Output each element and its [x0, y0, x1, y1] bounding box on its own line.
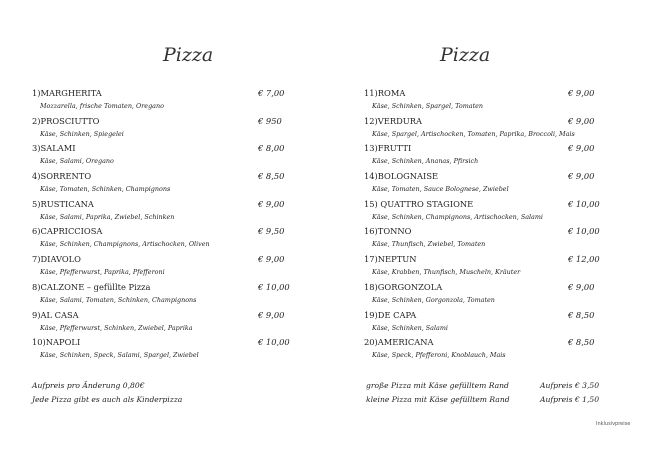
item-description: Käse, Spargel, Artischocken, Tomaten, Paprika, Broccoli, Mais: [372, 129, 575, 138]
item-price: € 10,00: [258, 337, 290, 348]
item-description: Käse, Tomaten, Schinken, Champignons: [40, 185, 171, 194]
item-description: Käse, Schinken, Gorgonzola, Tomaten: [372, 295, 495, 304]
item-price: € 8,50: [568, 309, 595, 320]
item-description: Käse, Speck, Pfefferoni, Knoblauch, Mais: [372, 351, 506, 360]
item-price: € 9,50: [258, 226, 285, 237]
item-name: 12)VERDURA: [364, 115, 422, 126]
item-price: € 12,00: [568, 254, 600, 265]
menu-item: [32, 310, 292, 338]
item-description: Mozzarella, frische Tomaten, Oregano: [40, 102, 164, 110]
item-name: 8)CALZONE – gefüllte Pizza: [32, 281, 151, 292]
menu-item: [364, 199, 614, 227]
item-description: Käse, Pfefferwurst, Schinken, Zwiebel, Paprika: [40, 323, 193, 332]
item-description: Käse, Schinken, Ananas, Pfirsich: [372, 157, 479, 166]
left-menu-column: [32, 88, 292, 365]
item-name: 9)AL CASA: [32, 309, 79, 320]
menu-item: [364, 116, 614, 144]
item-price: € 9,00: [568, 171, 595, 182]
item-name: 19)DE CAPA: [364, 309, 417, 320]
item-name: 4)SORRENTO: [32, 171, 92, 182]
footer-large-crust: große Pizza mit Käse gefülltem Rand: [366, 381, 509, 390]
item-name: 14)BOLOGNAISE: [364, 171, 439, 182]
item-name: 13)FRUTTI: [364, 143, 412, 154]
item-name: 1)MARGHERITA: [32, 88, 102, 98]
item-description: Käse, Schinken, Salami: [372, 323, 448, 332]
menu-item: [32, 282, 292, 310]
left-title: Pizza: [163, 44, 214, 66]
item-description: Käse, Schinken, Speck, Salami, Spargel, Zwiebel: [40, 351, 199, 360]
item-price: € 950: [258, 115, 282, 126]
item-price: € 8,50: [568, 337, 595, 348]
item-description: Käse, Schinken, Spargel, Tomaten: [372, 102, 484, 110]
item-price: € 7,00: [258, 88, 285, 98]
item-description: Käse, Schinken, Champignons, Artischocken, Salami: [372, 212, 543, 221]
item-name: 20)AMERICANA: [364, 337, 434, 348]
item-description: Käse, Schinken, Spiegelei: [40, 129, 124, 138]
menu-item: [32, 143, 292, 171]
item-name: 11)ROMA: [364, 88, 406, 98]
item-name: 5)RUSTICANA: [32, 198, 94, 209]
menu-item: [32, 116, 292, 144]
item-description: Käse, Salami, Paprika, Zwiebel, Schinken: [40, 212, 175, 221]
item-price: € 8,50: [258, 171, 285, 182]
item-name: 16)TONNO: [364, 226, 412, 237]
menu-item: [32, 226, 292, 254]
menu-item: [32, 171, 292, 199]
item-name: 18)GORGONZOLA: [364, 281, 443, 292]
item-price: € 9,00: [568, 143, 595, 154]
menu-item: [364, 337, 614, 365]
item-description: Käse, Salami, Tomaten, Schinken, Champignons: [40, 295, 197, 304]
item-price: € 8,00: [258, 143, 285, 154]
footer-small-crust: kleine Pizza mit Käse gefülltem Rand: [366, 395, 510, 404]
item-price: € 9,00: [568, 281, 595, 292]
menu-item: [364, 282, 614, 310]
item-name: 10)NAPOLI: [32, 337, 81, 348]
menu-item: [364, 310, 614, 338]
footer-small-crust-price: Aufpreis € 1,50: [540, 395, 600, 404]
menu-item: [364, 143, 614, 171]
menu-item: [364, 226, 614, 254]
item-price: € 10,00: [258, 281, 290, 292]
item-name: 3)SALAMI: [32, 143, 76, 154]
menu-item: [364, 171, 614, 199]
footer-surcharge: Aufpreis pro Änderung 0,80€: [32, 381, 145, 390]
item-name: 2)PROSCIUTTO: [32, 115, 100, 126]
right-title: Pizza: [440, 44, 491, 66]
menu-item: [364, 88, 614, 116]
menu-item: [32, 199, 292, 227]
right-menu-column: [364, 88, 614, 365]
footer-kids: Jede Pizza gibt es auch als Kinderpizza: [32, 395, 183, 404]
menu-item: [32, 254, 292, 282]
item-name: 6)CAPRICCIOSA: [32, 226, 103, 237]
item-description: Käse, Thunfisch, Zwiebel, Tomaten: [372, 240, 486, 249]
item-price: € 10,00: [568, 198, 600, 209]
item-description: Käse, Pfefferwurst, Paprika, Pfefferoni: [40, 268, 165, 277]
menu-item: [32, 88, 292, 116]
item-price: € 9,00: [568, 88, 595, 98]
menu-item: [364, 254, 614, 282]
item-description: Käse, Tomaten, Sauce Bolognese, Zwiebel: [372, 185, 509, 194]
footer-note: Inklusivpreise: [596, 421, 631, 427]
item-name: 17)NEPTUN: [364, 254, 417, 265]
item-description: Käse, Salami, Oregano: [40, 157, 114, 166]
item-price: € 9,00: [258, 309, 285, 320]
item-price: € 10,00: [568, 226, 600, 237]
item-price: € 9,00: [258, 198, 285, 209]
footer-large-crust-price: Aufpreis € 3,50: [540, 381, 600, 390]
menu-item: [32, 337, 292, 365]
item-name: 7)DIAVOLO: [32, 254, 81, 265]
item-description: Käse, Schinken, Champignons, Artischocken, Oliven: [40, 240, 210, 249]
item-name: 15) QUATTRO STAGIONE: [364, 198, 474, 209]
item-price: € 9,00: [568, 115, 595, 126]
item-price: € 9,00: [258, 254, 285, 265]
item-description: Käse, Krabben, Thunfisch, Muscheln, Kräuter: [372, 268, 521, 277]
